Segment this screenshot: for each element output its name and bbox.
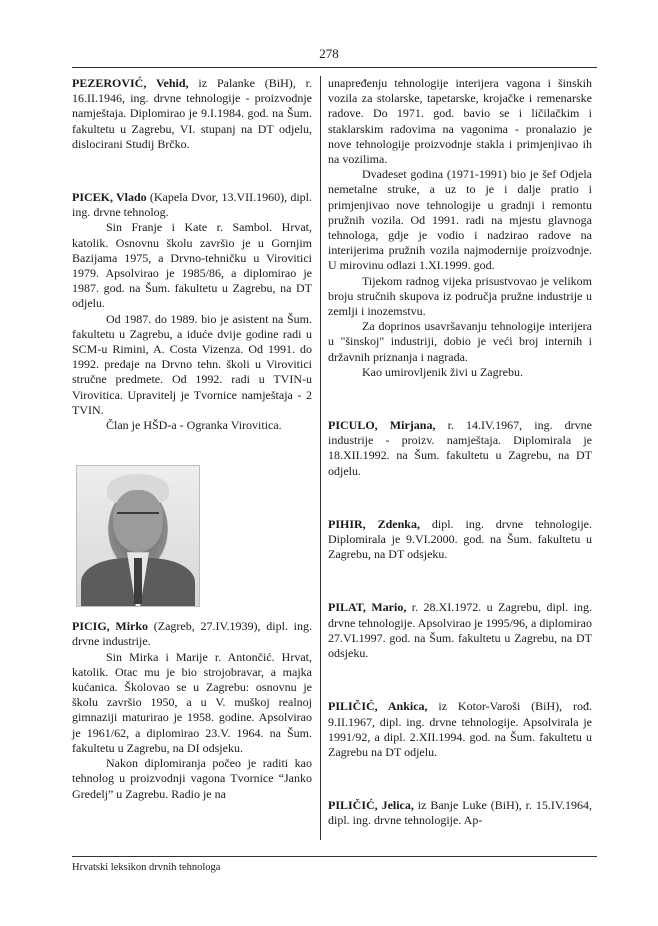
entry-headword: PICIG, Mirko [72,619,149,634]
entry-pezerovic [72,76,312,152]
entry-piculo [328,418,592,479]
entry-text: dipl. ing. drvne tehnologije. Diplomirala je 9.VI.2000. god. na Šum. fakultetu u Zagrebu, na DT odsjeku. [328,516,592,562]
entry-paragraph: Nakon diplomiranja počeo je raditi kao tehnolog u proizvodnji vagona Tvornice “Janko Gredelj” u Zagrebu. Radio je na [72,756,312,801]
entry-text: (Zagreb, 27.IV.1939), dipl. ing. drvne industrije. [72,619,312,649]
entry-headword: PICEK, Vlado [72,190,147,205]
entry-picig [72,619,312,801]
entry-picek [72,190,312,433]
entry-pihir [328,517,592,563]
entry-text: (Kapela Dvor, 13.VII.1960), dipl. ing. drvne tehnolog. [72,190,312,220]
left-column [72,76,312,840]
entry-headword: PEZEROVIĆ, Vehid, [72,76,189,90]
entry-headword: PIHIR, Zdenka, [328,516,420,531]
entry-headword: PICULO, Mirjana, [328,418,436,433]
entry-headword: PILAT, Mario, [328,600,407,615]
entry-paragraph: Sin Mirka i Marije r. Antončić. Hrvat, katolik. Otac mu je bio strojobravar, a majka kućanica. Školovao se u Zagrebu: osnovnu je školu završio 1950, a u V. muškoj realnoj gimnaziji maturirao je 1958. godine. Apsolvirao je 1961/62, a diplomirao 23.V. 1964. na Šum. fakultetu u Zagrebu, na DI odsjeku. [72,649,312,755]
column-divider [320,76,321,840]
entry-paragraph: Od 1987. do 1989. bio je asistent na Šum. fakultetu u Zagrebu, a iduće dvije godine radi u SCM-u Rimini, A. Costa Vizenza. Od 1991. do 1992. predaje na Drvno tehn. školi u Virovitici stručne predmete. Od 1992. radi u TVIN-u Virovitica. Upravitelj je Tvornice namještaja - 2 TVIN. [72,311,312,417]
entry-paragraph: Dvadeset godina (1971-1991) bio je šef Odjela nemetalne struke, a uz to je i dalje pratio i primjenjivao nove tehnologije u gradnji i remontu pružnih vozila. Od 1991. radi na mjestu glavnoga tehnologa, gdje je vodio i nadzirao radove na interijerima pružnih vozila najmodernije proizvodnje. U mirovinu odlazi 1.XI.1999. god. [328,167,592,273]
entry-picig-continued [328,76,592,380]
entry-headword: PILIČIĆ, Jelica, [328,798,414,813]
entry-paragraph: Tijekom radnog vijeka prisustvovao je velikom broju stručnih skupova iz područja pružne industrije u zemlji i inozemstvu. [328,273,592,319]
footer-title: Hrvatski leksikon drvnih tehnologa [72,862,221,873]
entry-pilicic-ankica [328,699,592,760]
entry-text: iz Kotor-Varoši (BiH), rođ. 9.II.1967, dipl. ing. drvne tehnologije. Apsolvirala je 1991/92, a dipl. 2.XII.1994. god. na Šum. fakultetu u Zagrebu na DT odjelu. [328,699,593,759]
portrait-photo [76,465,200,607]
page-number: 278 [319,46,339,61]
entry-pilicic-jelica [328,798,592,828]
footer-rule [72,856,597,857]
entry-text: r. 28.XI.1972. u Zagrebu, dipl. ing. drvne tehnologije. Apsolvirao je 1995/96, a diplomirao 27.VI.1997. god. na Šum. fakultetu u Zagrebu, na DT odsjeku. [328,600,592,661]
entry-text: iz Banje Luke (BiH), r. 15.IV.1964, dipl. ing. drvne tehnologije. Ap- [328,798,592,828]
entry-text: iz Palanke (BiH), r. 16.II.1946, ing. drvne tehnologije - proizvodnje namještaja. Diplomirao je 9.I.1984. god. na Šum. fakultetu u Zagrebu, VI. stupanj na DT odjelu, dislocirani Studij Brčko. [72,76,312,151]
entry-paragraph: Kao umirovljenik živi u Zagrebu. [362,364,523,379]
entry-pilat [328,600,592,661]
entry-paragraph: Sin Franje i Kate r. Sambol. Hrvat, katolik. Osnovnu školu završio je u Gornjim Bazijama 1975, a Drvno-tehničku u Virovitici 1979. Apsolvirao je 1985/86, a diplomirao je 1987. god. na Šum. fakultetu u Zagrebu, na DT odjelu. [72,220,312,311]
header-rule [72,67,597,68]
entry-paragraph: unapređenju tehnologije interijera vagona i šinskih vozila za stolarske, tapetarske, krojačke i remenarske radove. Do 1971. god. bavio se i ličilačkim i staklarskim radovima na vagonima - pronalazio je nove tehnologije proizvodnje stakla i primjenjivao ih na vozilima. [328,76,592,167]
entry-headword: PILIČIĆ, Ankica, [328,699,428,714]
entry-paragraph: Član je HŠD-a - Ogranka Virovitica. [106,418,282,433]
entry-text: r. 14.IV.1967, ing. drvne industrije - proizv. namještaja. Diplomirala je 18.XII.1992. na Šum. fakultetu u Zagrebu, na DT odjelu. [328,418,593,478]
right-column [328,76,592,867]
entry-paragraph: Za doprinos usavršavanju tehnologije interijera u "šinskoj" industriji, dobio je veći broj internih i državnih priznanja i nagrada. [328,319,592,364]
